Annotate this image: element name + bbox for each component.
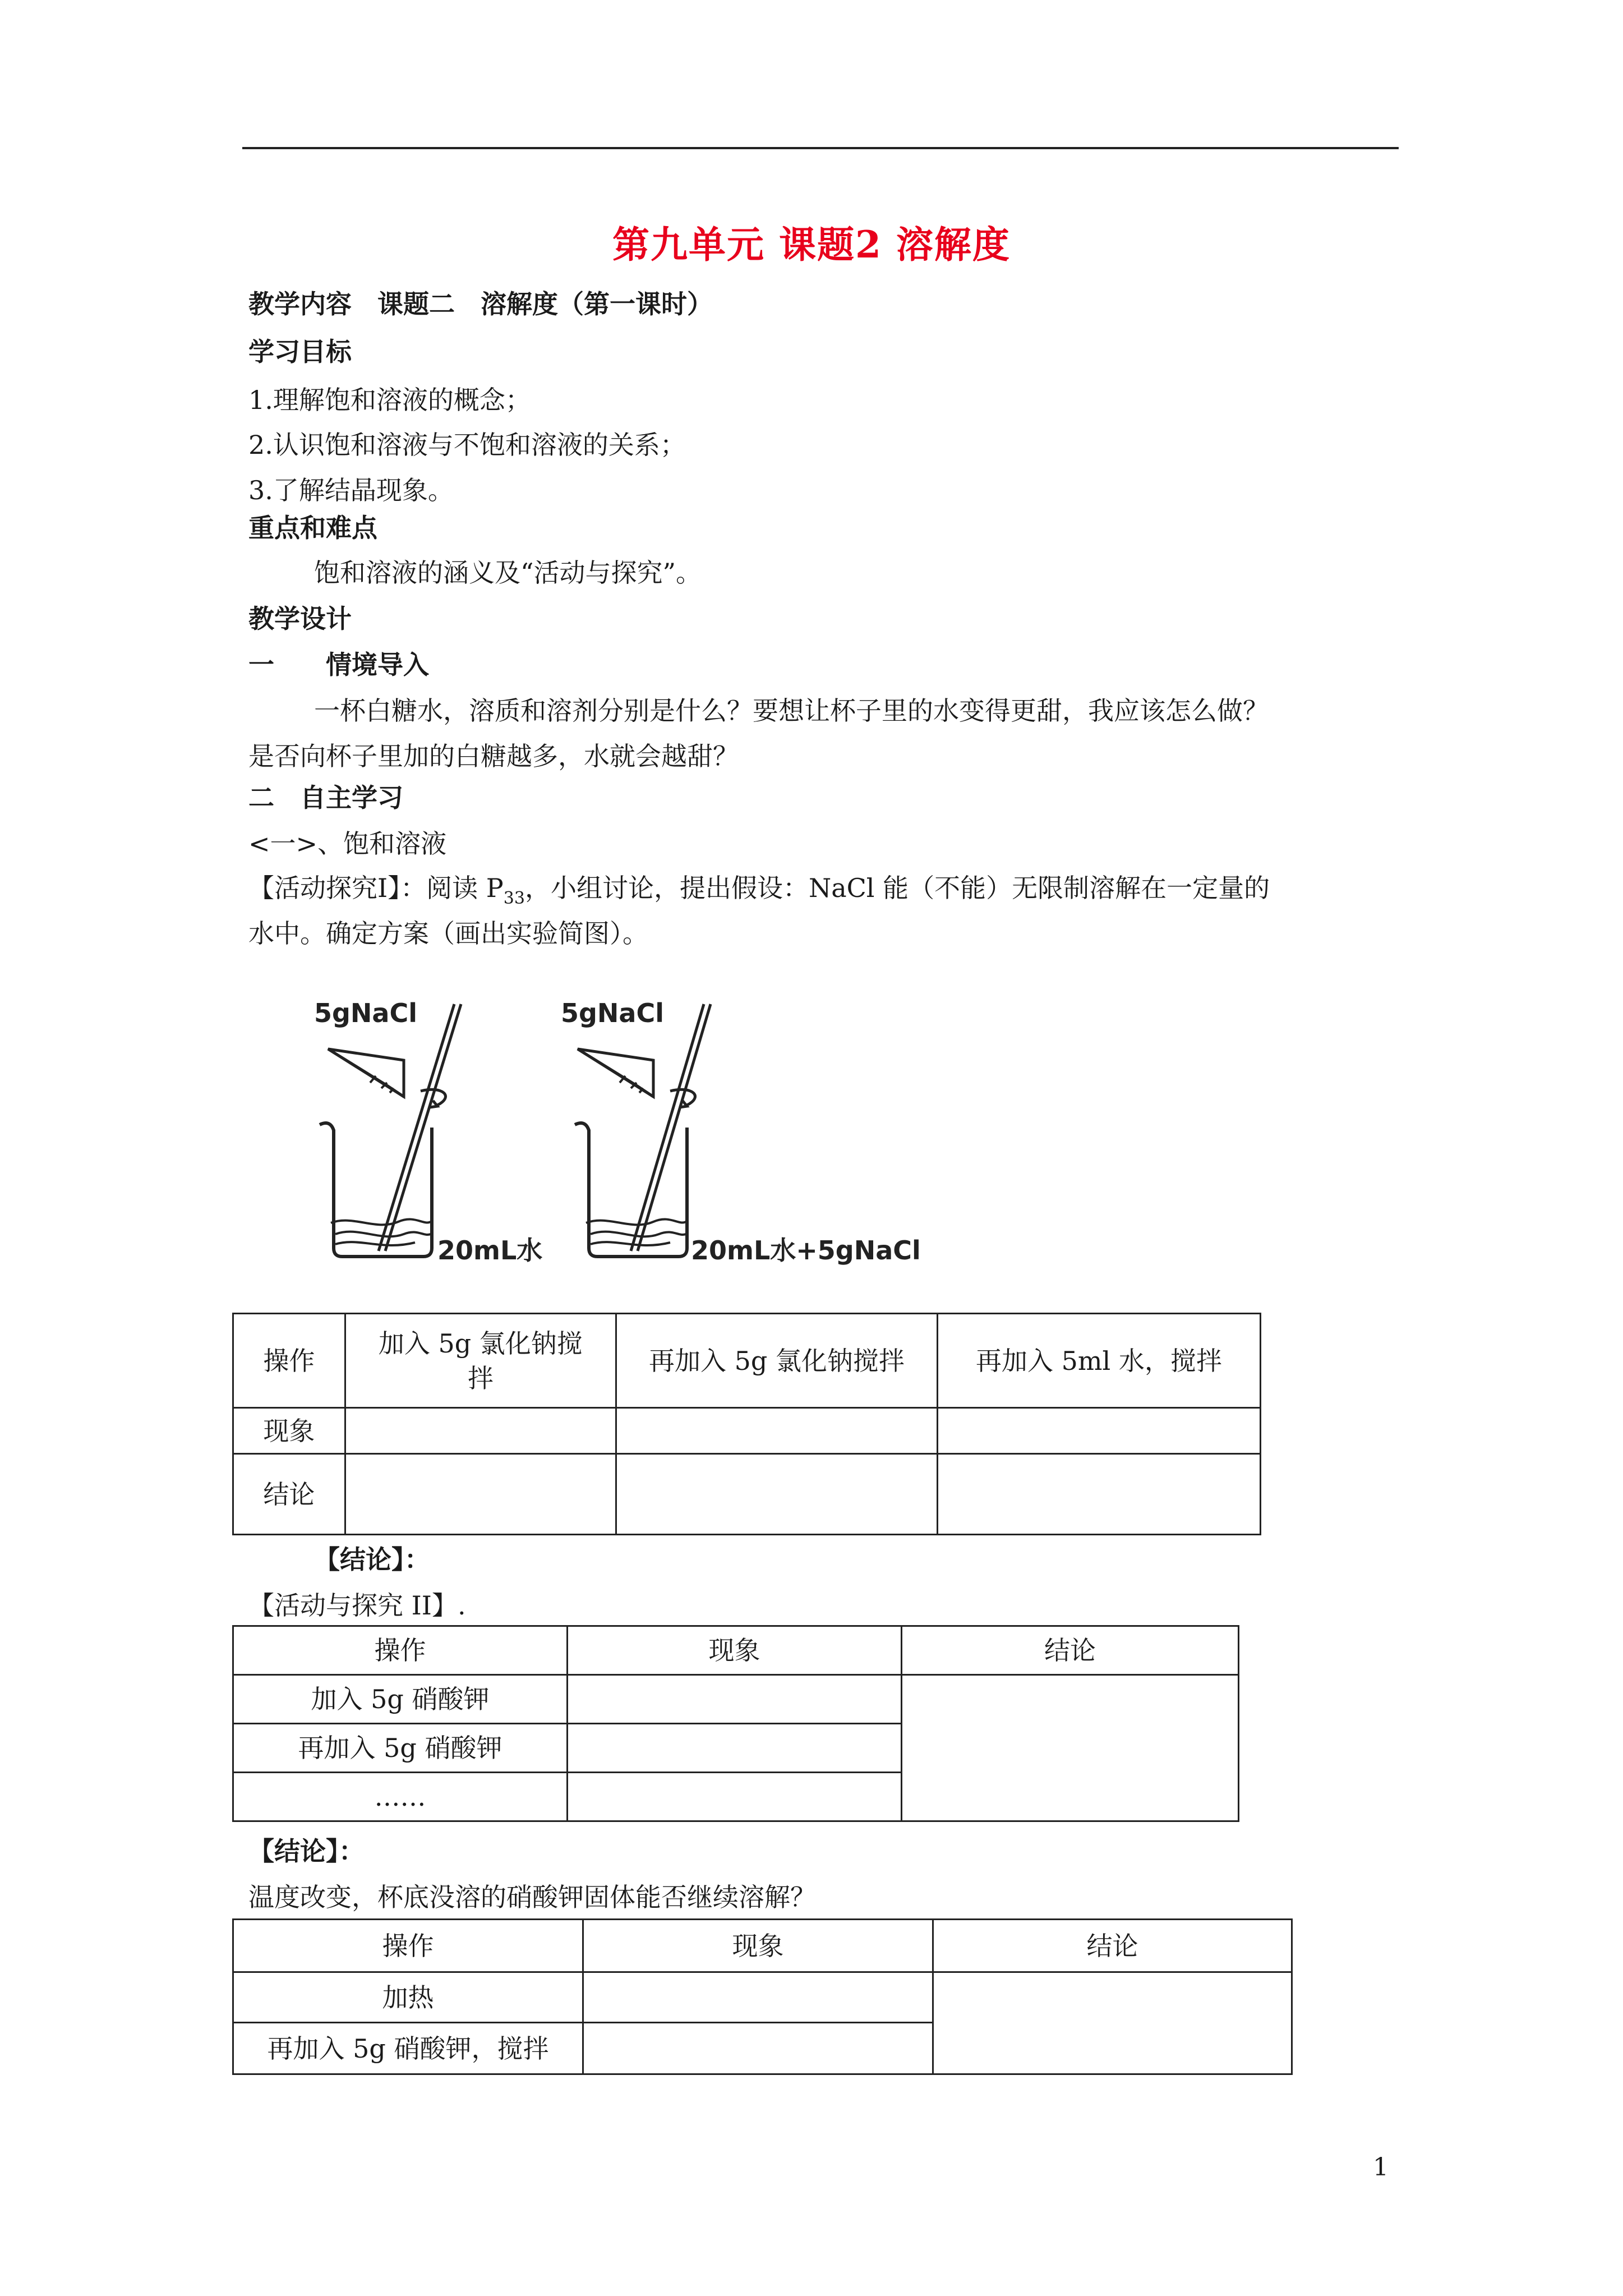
table-cell	[345, 1408, 616, 1454]
table-cell	[933, 1972, 1292, 2074]
table-header-cell: 操作	[233, 1626, 568, 1675]
table-header-cell: 操作	[233, 1314, 345, 1408]
table-header-cell: 结论	[933, 1920, 1292, 1972]
activity1-page-subscript: 33	[503, 889, 525, 908]
key-text: 饱和溶液的涵义及“活动与探究”。	[314, 558, 702, 588]
activity1-prefix: 【活动探究Ⅰ】：阅读 P	[248, 873, 504, 903]
table-row	[233, 1972, 1292, 2023]
right-stirring-rod-icon	[631, 1004, 711, 1251]
left-paper-icon	[328, 1049, 404, 1097]
table-cell: 加入 5g 硝酸钾	[233, 1675, 568, 1724]
table-cell	[568, 1773, 902, 1821]
subsection1-heading: <一>、饱和溶液	[248, 829, 447, 859]
table-cell: 加热	[233, 1972, 583, 2023]
left-beaker-icon	[320, 1123, 432, 1257]
objective-3: 3.了解结晶现象。	[248, 475, 454, 505]
table-cell	[583, 2023, 933, 2074]
left-experiment	[314, 998, 542, 1266]
page-number: 1	[1373, 2153, 1389, 2182]
teaching-content: 教学内容 课题二 溶解度（第一课时）	[248, 289, 713, 319]
temperature-table	[232, 1918, 1293, 2075]
table-header-cell: 结论	[902, 1626, 1239, 1675]
conclusion2-label: 【结论】：	[248, 1836, 365, 1866]
table-row	[233, 1920, 1292, 1972]
table-row	[233, 1454, 1261, 1535]
right-paper-icon	[578, 1049, 653, 1097]
right-experiment	[561, 998, 921, 1266]
table-header-cell: 现象	[583, 1920, 933, 1972]
temperature-question: 温度改变，杯底没溶的硝酸钾固体能否继续溶解？	[248, 1882, 816, 1912]
objectives-heading: 学习目标	[248, 337, 352, 367]
page-title: 第九单元 课题2 溶解度	[612, 223, 1011, 266]
experiment-figure	[303, 987, 965, 1279]
activity1-line1	[248, 871, 1270, 915]
table-cell	[345, 1454, 616, 1535]
section1-text-line1: 一杯白糖水，溶质和溶剂分别是什么？要想让杯子里的水变得更甜，我应该怎么做？	[314, 696, 1269, 726]
objective-2: 2.认识饱和溶液与不饱和溶液的关系；	[248, 430, 686, 460]
activity1-line2: 水中。确定方案（画出实验简图）。	[248, 918, 648, 949]
section1-heading: 一 情境导入	[248, 650, 429, 680]
section1-text-line2: 是否向杯子里加的白糖越多，水就会越甜？	[248, 741, 739, 771]
table-header-cell: 加入 5g 氯化钠搅拌	[345, 1314, 616, 1408]
section2-heading: 二 自主学习	[248, 783, 403, 813]
header-rule	[242, 147, 1399, 149]
table-header-cell: 操作	[233, 1920, 583, 1972]
table-cell	[568, 1724, 902, 1773]
table-cell	[616, 1454, 937, 1535]
left-salt-label: 5gNaCl	[314, 998, 417, 1028]
table-cell	[568, 1675, 902, 1724]
table-row-label: 现象	[233, 1408, 345, 1454]
left-beaker-label: 20mL水	[437, 1235, 543, 1266]
right-beaker-label: 20mL水+5gNaCl	[691, 1235, 921, 1266]
left-stirring-rod-icon	[379, 1004, 461, 1251]
key-heading: 重点和难点	[248, 513, 377, 543]
table-row	[233, 1675, 1239, 1724]
table-cell	[937, 1454, 1260, 1535]
table-row	[233, 1408, 1261, 1454]
table-cell	[616, 1408, 937, 1454]
table-cell	[937, 1408, 1260, 1454]
activity2-table	[232, 1625, 1239, 1822]
activity1-suffix: ，小组讨论，提出假设：NaCl 能（不能）无限制溶解在一定量的	[524, 873, 1270, 903]
table-header-cell: 再加入 5ml 水，搅拌	[937, 1314, 1260, 1408]
table-cell	[902, 1675, 1239, 1821]
table-cell	[583, 1972, 933, 2023]
table-row	[233, 1314, 1261, 1408]
right-salt-label: 5gNaCl	[561, 998, 664, 1028]
table-cell: 再加入 5g 硝酸钾	[233, 1724, 568, 1773]
activity1-table	[232, 1313, 1261, 1535]
design-heading: 教学设计	[248, 604, 352, 634]
activity2-heading: 【活动与探究 II】.	[248, 1590, 466, 1621]
table-row-label: 结论	[233, 1454, 345, 1535]
table-header-cell: 再加入 5g 氯化钠搅拌	[616, 1314, 937, 1408]
objective-1: 1.理解饱和溶液的概念；	[248, 385, 531, 415]
table-cell: 再加入 5g 硝酸钾，搅拌	[233, 2023, 583, 2074]
table-row	[233, 1626, 1239, 1675]
conclusion1-label: 【结论】：	[314, 1544, 430, 1575]
table-header-cell: 现象	[568, 1626, 902, 1675]
table-cell: ……	[233, 1773, 568, 1821]
